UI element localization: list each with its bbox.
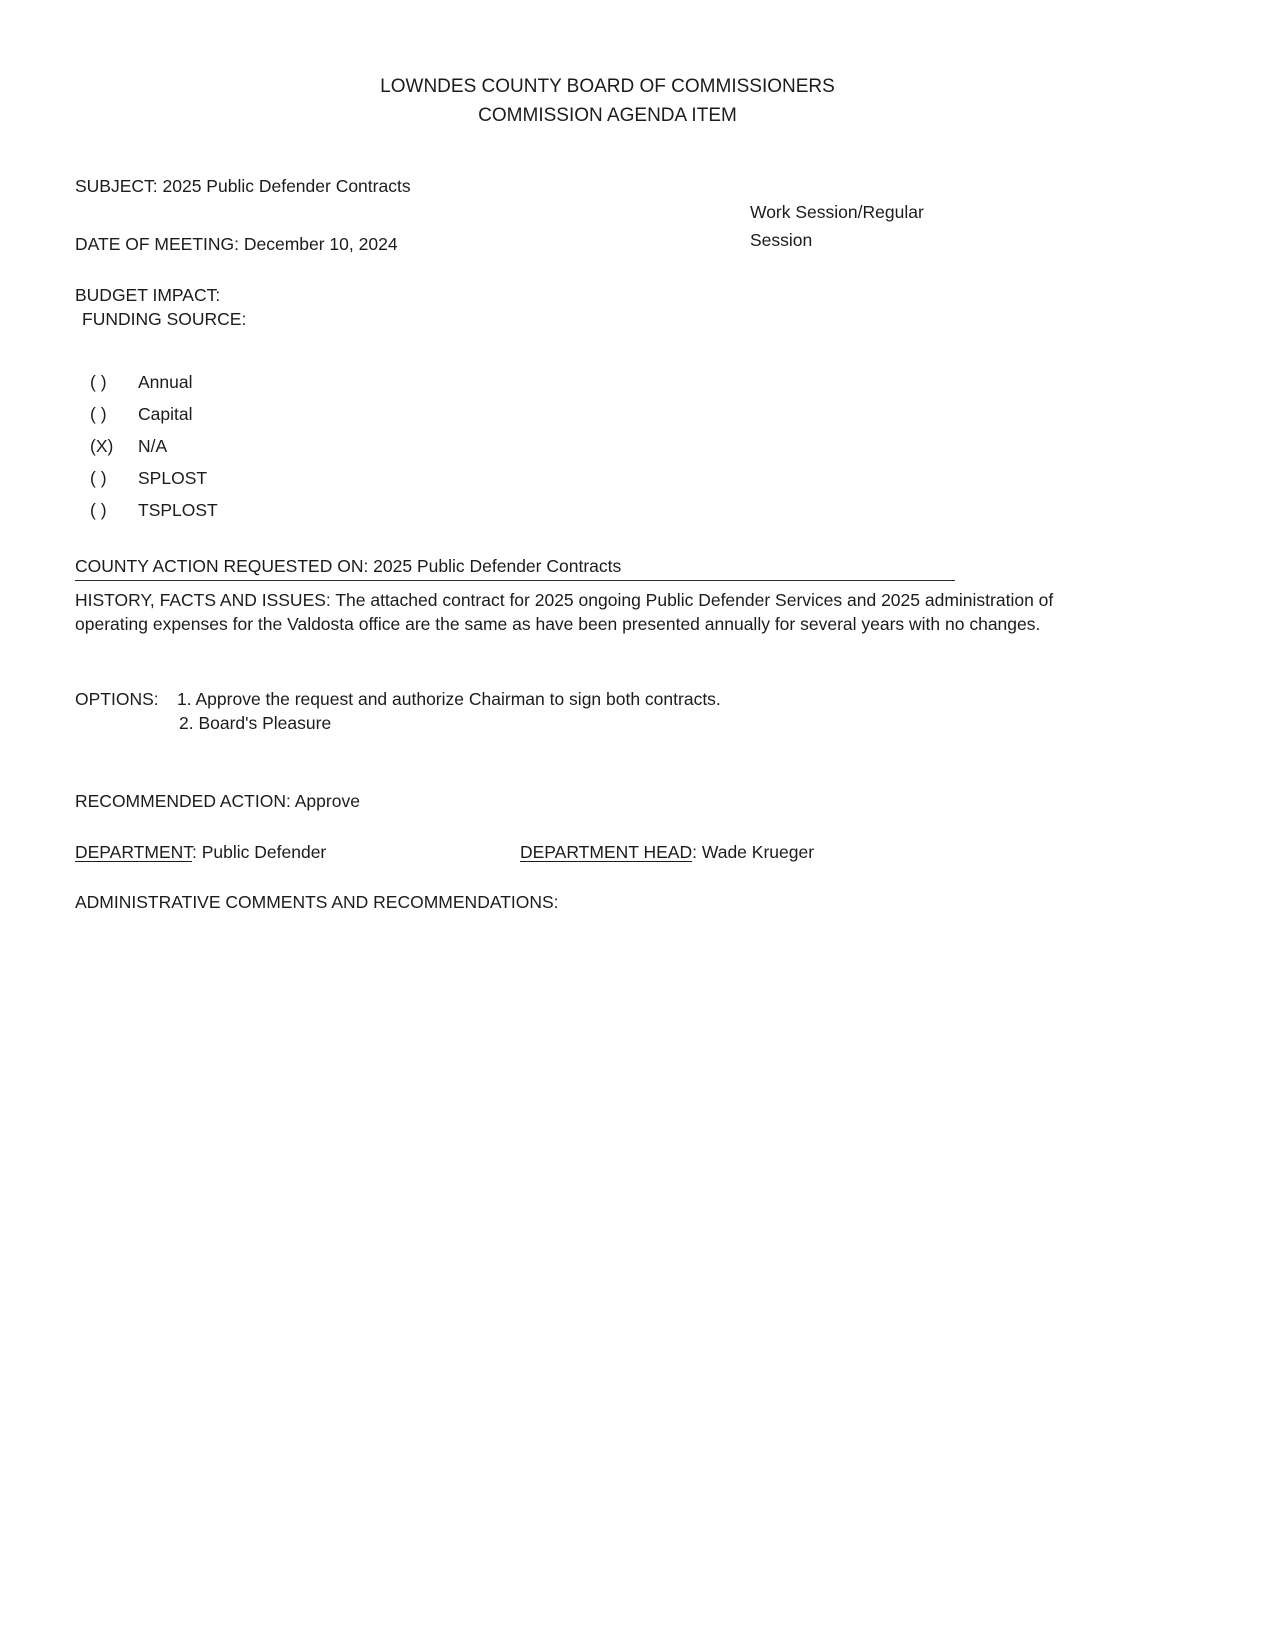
option-1: 1. Approve the request and authorize Chairman to sign both contracts.: [177, 689, 721, 710]
funding-option-label: SPLOST: [138, 467, 208, 488]
funding-option-label: TSPLOST: [138, 499, 218, 520]
funding-option-capital: [90, 399, 1200, 431]
document-content: [75, 72, 1200, 915]
options-label: OPTIONS:: [75, 689, 159, 710]
funding-option-na: [90, 431, 1200, 463]
county-action-requested-line: COUNTY ACTION REQUESTED ON: 2025 Public Defender Contracts: [75, 555, 955, 582]
funding-option-tsplost: [90, 495, 1200, 527]
options-section: [75, 688, 1200, 735]
funding-option-label: Annual: [138, 372, 193, 393]
funding-option-annual: [90, 367, 1200, 399]
checkbox-na-checked: (X): [90, 436, 114, 457]
checkbox-capital: ( ): [90, 404, 107, 425]
department-head-cell: [520, 841, 814, 865]
funding-source-label: FUNDING SOURCE:: [82, 308, 247, 329]
document-title: [75, 72, 1200, 131]
department-head-value: : Wade Krueger: [692, 842, 815, 863]
checkbox-splost: ( ): [90, 467, 107, 488]
funding-option-splost: [90, 463, 1200, 495]
title-line-1: LOWNDES COUNTY BOARD OF COMMISSIONERS: [380, 76, 835, 97]
funding-option-label: N/A: [138, 436, 168, 457]
department-head-label: DEPARTMENT HEAD: [520, 842, 693, 863]
title-line-2: COMMISSION AGENDA ITEM: [478, 105, 737, 127]
checkbox-tsplost: ( ): [90, 499, 107, 520]
history-facts-issues-paragraph: HISTORY, FACTS AND ISSUES: The attached contract for 2025 ongoing Public Defender Services and 2025 administration of operating expenses for the Valdosta office are the same as have been presented annually for several years with no changes.: [75, 590, 1054, 634]
recommended-action-line: RECOMMENDED ACTION: Approve: [75, 790, 360, 811]
department-cell: [75, 841, 520, 865]
administrative-comments-label: ADMINISTRATIVE COMMENTS AND RECOMMENDATIONS:: [75, 891, 559, 912]
subject-line: SUBJECT: 2025 Public Defender Contracts: [75, 175, 411, 196]
department-value: : Public Defender: [192, 842, 327, 863]
budget-impact-label: BUDGET IMPACT:: [75, 285, 221, 306]
date-of-meeting-line: DATE OF MEETING: December 10, 2024: [75, 233, 398, 254]
department-label: DEPARTMENT: [75, 842, 193, 863]
session-type: Work Session/Regular Session: [750, 202, 924, 250]
checkbox-annual: ( ): [90, 372, 107, 393]
option-2: 2. Board's Pleasure: [179, 713, 332, 734]
funding-option-label: Capital: [138, 404, 193, 425]
options-items: [177, 688, 721, 735]
department-row: [75, 841, 1200, 865]
funding-source-list: [75, 367, 1200, 526]
